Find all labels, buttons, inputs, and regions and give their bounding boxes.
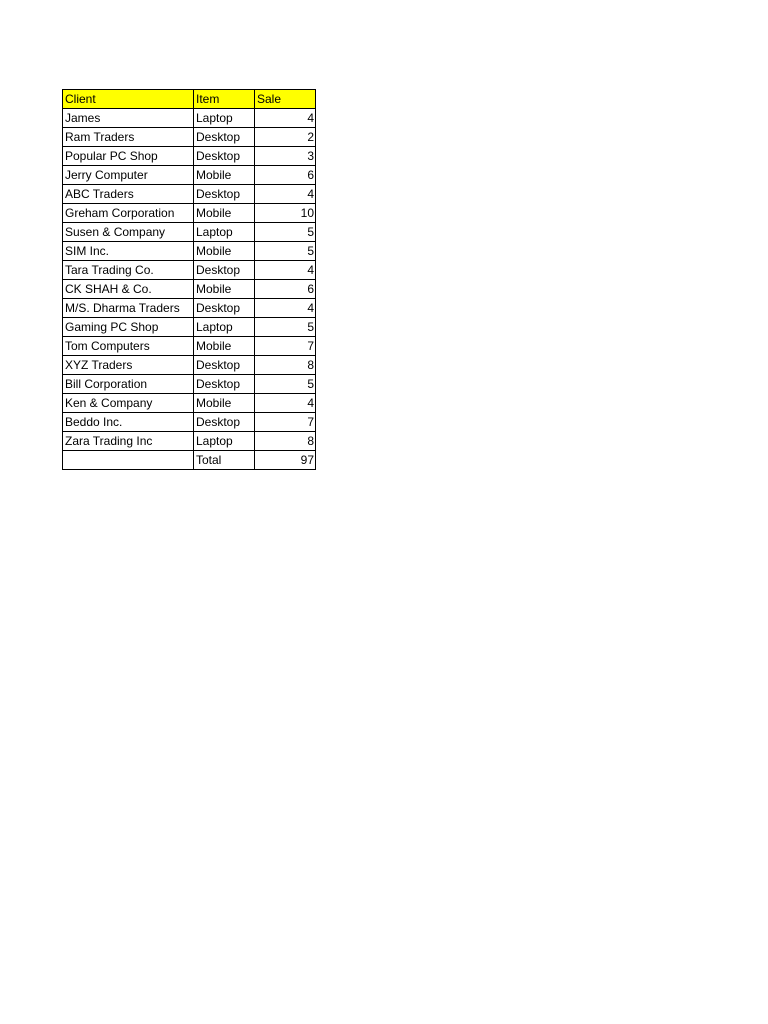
table-row <box>63 261 316 280</box>
cell-item[interactable]: Desktop <box>194 128 255 147</box>
cell-sale[interactable]: 4 <box>255 299 316 318</box>
cell-sale[interactable]: 4 <box>255 109 316 128</box>
table-row <box>63 166 316 185</box>
cell-client[interactable]: Greham Corporation <box>63 204 194 223</box>
total-value[interactable]: 97 <box>255 451 316 470</box>
cell-item[interactable]: Mobile <box>194 280 255 299</box>
cell-item[interactable]: Mobile <box>194 204 255 223</box>
cell-sale[interactable]: 3 <box>255 147 316 166</box>
cell-client[interactable]: Susen & Company <box>63 223 194 242</box>
table-row <box>63 413 316 432</box>
cell-sale[interactable]: 5 <box>255 318 316 337</box>
cell-item[interactable]: Desktop <box>194 299 255 318</box>
cell-client[interactable]: Ken & Company <box>63 394 194 413</box>
cell-sale[interactable]: 4 <box>255 261 316 280</box>
table-row <box>63 242 316 261</box>
cell-client[interactable]: James <box>63 109 194 128</box>
cell-sale[interactable]: 5 <box>255 242 316 261</box>
table-row <box>63 280 316 299</box>
cell-sale[interactable]: 5 <box>255 223 316 242</box>
table-row <box>63 356 316 375</box>
cell-client[interactable]: XYZ Traders <box>63 356 194 375</box>
total-client-cell[interactable] <box>63 451 194 470</box>
cell-sale[interactable]: 4 <box>255 394 316 413</box>
table-row <box>63 128 316 147</box>
cell-sale[interactable]: 5 <box>255 375 316 394</box>
header-sale[interactable]: Sale <box>255 90 316 109</box>
cell-item[interactable]: Desktop <box>194 147 255 166</box>
cell-sale[interactable]: 6 <box>255 166 316 185</box>
cell-item[interactable]: Mobile <box>194 394 255 413</box>
cell-client[interactable]: M/S. Dharma Traders <box>63 299 194 318</box>
cell-sale[interactable]: 8 <box>255 432 316 451</box>
cell-client[interactable]: Bill Corporation <box>63 375 194 394</box>
cell-client[interactable]: Popular PC Shop <box>63 147 194 166</box>
cell-client[interactable]: Jerry Computer <box>63 166 194 185</box>
total-label[interactable]: Total <box>194 451 255 470</box>
cell-sale[interactable]: 6 <box>255 280 316 299</box>
cell-item[interactable]: Desktop <box>194 356 255 375</box>
cell-item[interactable]: Laptop <box>194 432 255 451</box>
table-row <box>63 204 316 223</box>
cell-sale[interactable]: 7 <box>255 413 316 432</box>
table-row <box>63 337 316 356</box>
cell-item[interactable]: Desktop <box>194 375 255 394</box>
cell-item[interactable]: Mobile <box>194 337 255 356</box>
header-item[interactable]: Item <box>194 90 255 109</box>
table-row <box>63 299 316 318</box>
cell-sale[interactable]: 10 <box>255 204 316 223</box>
cell-sale[interactable]: 4 <box>255 185 316 204</box>
cell-client[interactable]: Beddo Inc. <box>63 413 194 432</box>
cell-item[interactable]: Mobile <box>194 242 255 261</box>
table-row <box>63 109 316 128</box>
cell-item[interactable]: Laptop <box>194 223 255 242</box>
table-row <box>63 185 316 204</box>
cell-item[interactable]: Desktop <box>194 261 255 280</box>
cell-client[interactable]: Tara Trading Co. <box>63 261 194 280</box>
table-total-row <box>63 451 316 470</box>
cell-client[interactable]: Ram Traders <box>63 128 194 147</box>
table-row <box>63 223 316 242</box>
cell-sale[interactable]: 2 <box>255 128 316 147</box>
table-row <box>63 147 316 166</box>
cell-item[interactable]: Mobile <box>194 166 255 185</box>
table-header-row <box>63 90 316 109</box>
cell-sale[interactable]: 7 <box>255 337 316 356</box>
cell-item[interactable]: Laptop <box>194 109 255 128</box>
cell-client[interactable]: Tom Computers <box>63 337 194 356</box>
header-client[interactable]: Client <box>63 90 194 109</box>
sales-table <box>62 89 316 470</box>
cell-item[interactable]: Desktop <box>194 185 255 204</box>
cell-client[interactable]: ABC Traders <box>63 185 194 204</box>
table-row <box>63 375 316 394</box>
cell-item[interactable]: Laptop <box>194 318 255 337</box>
table-row <box>63 318 316 337</box>
cell-client[interactable]: Gaming PC Shop <box>63 318 194 337</box>
cell-client[interactable]: CK SHAH & Co. <box>63 280 194 299</box>
cell-item[interactable]: Desktop <box>194 413 255 432</box>
table-row <box>63 432 316 451</box>
cell-sale[interactable]: 8 <box>255 356 316 375</box>
table-row <box>63 394 316 413</box>
cell-client[interactable]: Zara Trading Inc <box>63 432 194 451</box>
cell-client[interactable]: SIM Inc. <box>63 242 194 261</box>
